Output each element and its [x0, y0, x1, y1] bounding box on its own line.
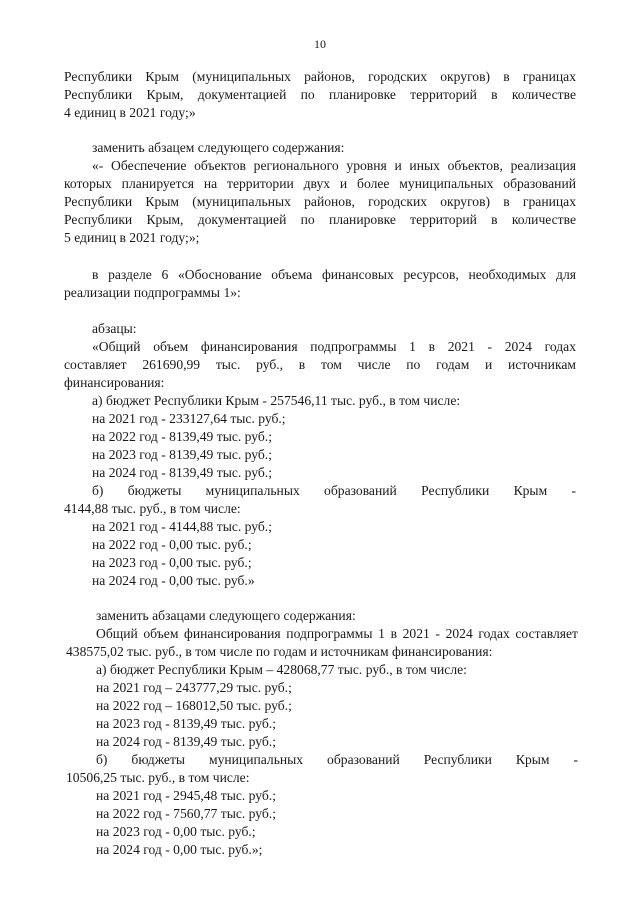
text-line: б) бюджеты муниципальных образований Республики Крым -	[96, 752, 578, 767]
text-line: на 2021 год - 233127,64 тыс. руб.;	[92, 411, 286, 426]
text-line: на 2023 год - 8139,49 тыс. руб.;	[96, 716, 276, 731]
text-line: на 2023 год - 0,00 тыс. руб.;	[92, 555, 252, 570]
text-line: на 2022 год - 7560,77 тыс. руб.;	[96, 806, 276, 821]
text-line: 10506,25 тыс. руб., в том числе:	[66, 770, 250, 785]
text-line: на 2023 год - 8139,49 тыс. руб.;	[92, 447, 272, 462]
text-line: Республики Крым, документацией по планировке территорий в количестве	[64, 87, 576, 102]
text-line: на 2022 год - 8139,49 тыс. руб.;	[92, 429, 272, 444]
text-line: 4 единиц в 2021 году;»	[64, 105, 196, 120]
text-line: на 2024 год - 8139,49 тыс. руб.;	[96, 734, 276, 749]
page-number: 10	[314, 37, 326, 51]
text-line: на 2021 год - 2945,48 тыс. руб.;	[96, 788, 276, 803]
text-line: реализации подпрограммы 1»:	[64, 285, 241, 300]
text-line: а) бюджет Республики Крым - 257546,11 тыс. руб., в том числе:	[92, 393, 461, 408]
text-line: которых планируется на территории двух и более муниципальных образований	[64, 176, 576, 191]
text-line: в разделе 6 «Обоснование объема финансовых ресурсов, необходимых для	[92, 267, 576, 282]
text-line: на 2024 год - 8139,49 тыс. руб.;	[92, 465, 272, 480]
text-line: на 2023 год - 0,00 тыс. руб.;	[96, 824, 256, 839]
text-line: б) бюджеты муниципальных образований Республики Крым -	[92, 483, 576, 498]
text-line: заменить абзацами следующего содержания:	[96, 608, 356, 623]
text-line: 5 единиц в 2021 году;»;	[64, 230, 200, 245]
text-line: на 2022 год – 168012,50 тыс. руб.;	[96, 698, 292, 713]
text-line: на 2022 год - 0,00 тыс. руб.;	[92, 537, 252, 552]
text-line: на 2021 год - 4144,88 тыс. руб.;	[92, 519, 272, 534]
text-line: на 2021 год – 243777,29 тыс. руб.;	[96, 680, 292, 695]
text-line: Общий объем финансирования подпрограммы 1 в 2021 - 2024 годах составляет	[96, 626, 578, 641]
text-line: «Общий объем финансирования подпрограммы 1 в 2021 - 2024 годах	[92, 339, 576, 354]
text-line: Республики Крым (муниципальных районов, городских округов) в границах	[64, 69, 576, 84]
text-line: финансирования:	[64, 375, 165, 390]
text-line: «- Обеспечение объектов регионального уровня и иных объектов, реализация	[92, 158, 576, 173]
text-line: Республики Крым, документацией по планировке территорий в количестве	[64, 212, 576, 227]
text-line: на 2024 год - 0,00 тыс. руб.»	[92, 573, 255, 588]
text-line: 438575,02 тыс. руб., в том числе по годам и источникам финансирования:	[66, 644, 493, 659]
text-line: 4144,88 тыс. руб., в том числе:	[64, 501, 241, 516]
text-line: а) бюджет Республики Крым – 428068,77 тыс. руб., в том числе:	[96, 662, 467, 677]
text-line: абзацы:	[92, 321, 137, 336]
text-line: Республики Крым (муниципальных районов, городских округов) в границах	[64, 194, 576, 209]
text-line: составляет 261690,99 тыс. руб., в том числе по годам и источникам	[64, 357, 576, 372]
text-line: заменить абзацем следующего содержания:	[92, 140, 345, 155]
text-line: на 2024 год - 0,00 тыс. руб.»;	[96, 842, 263, 857]
